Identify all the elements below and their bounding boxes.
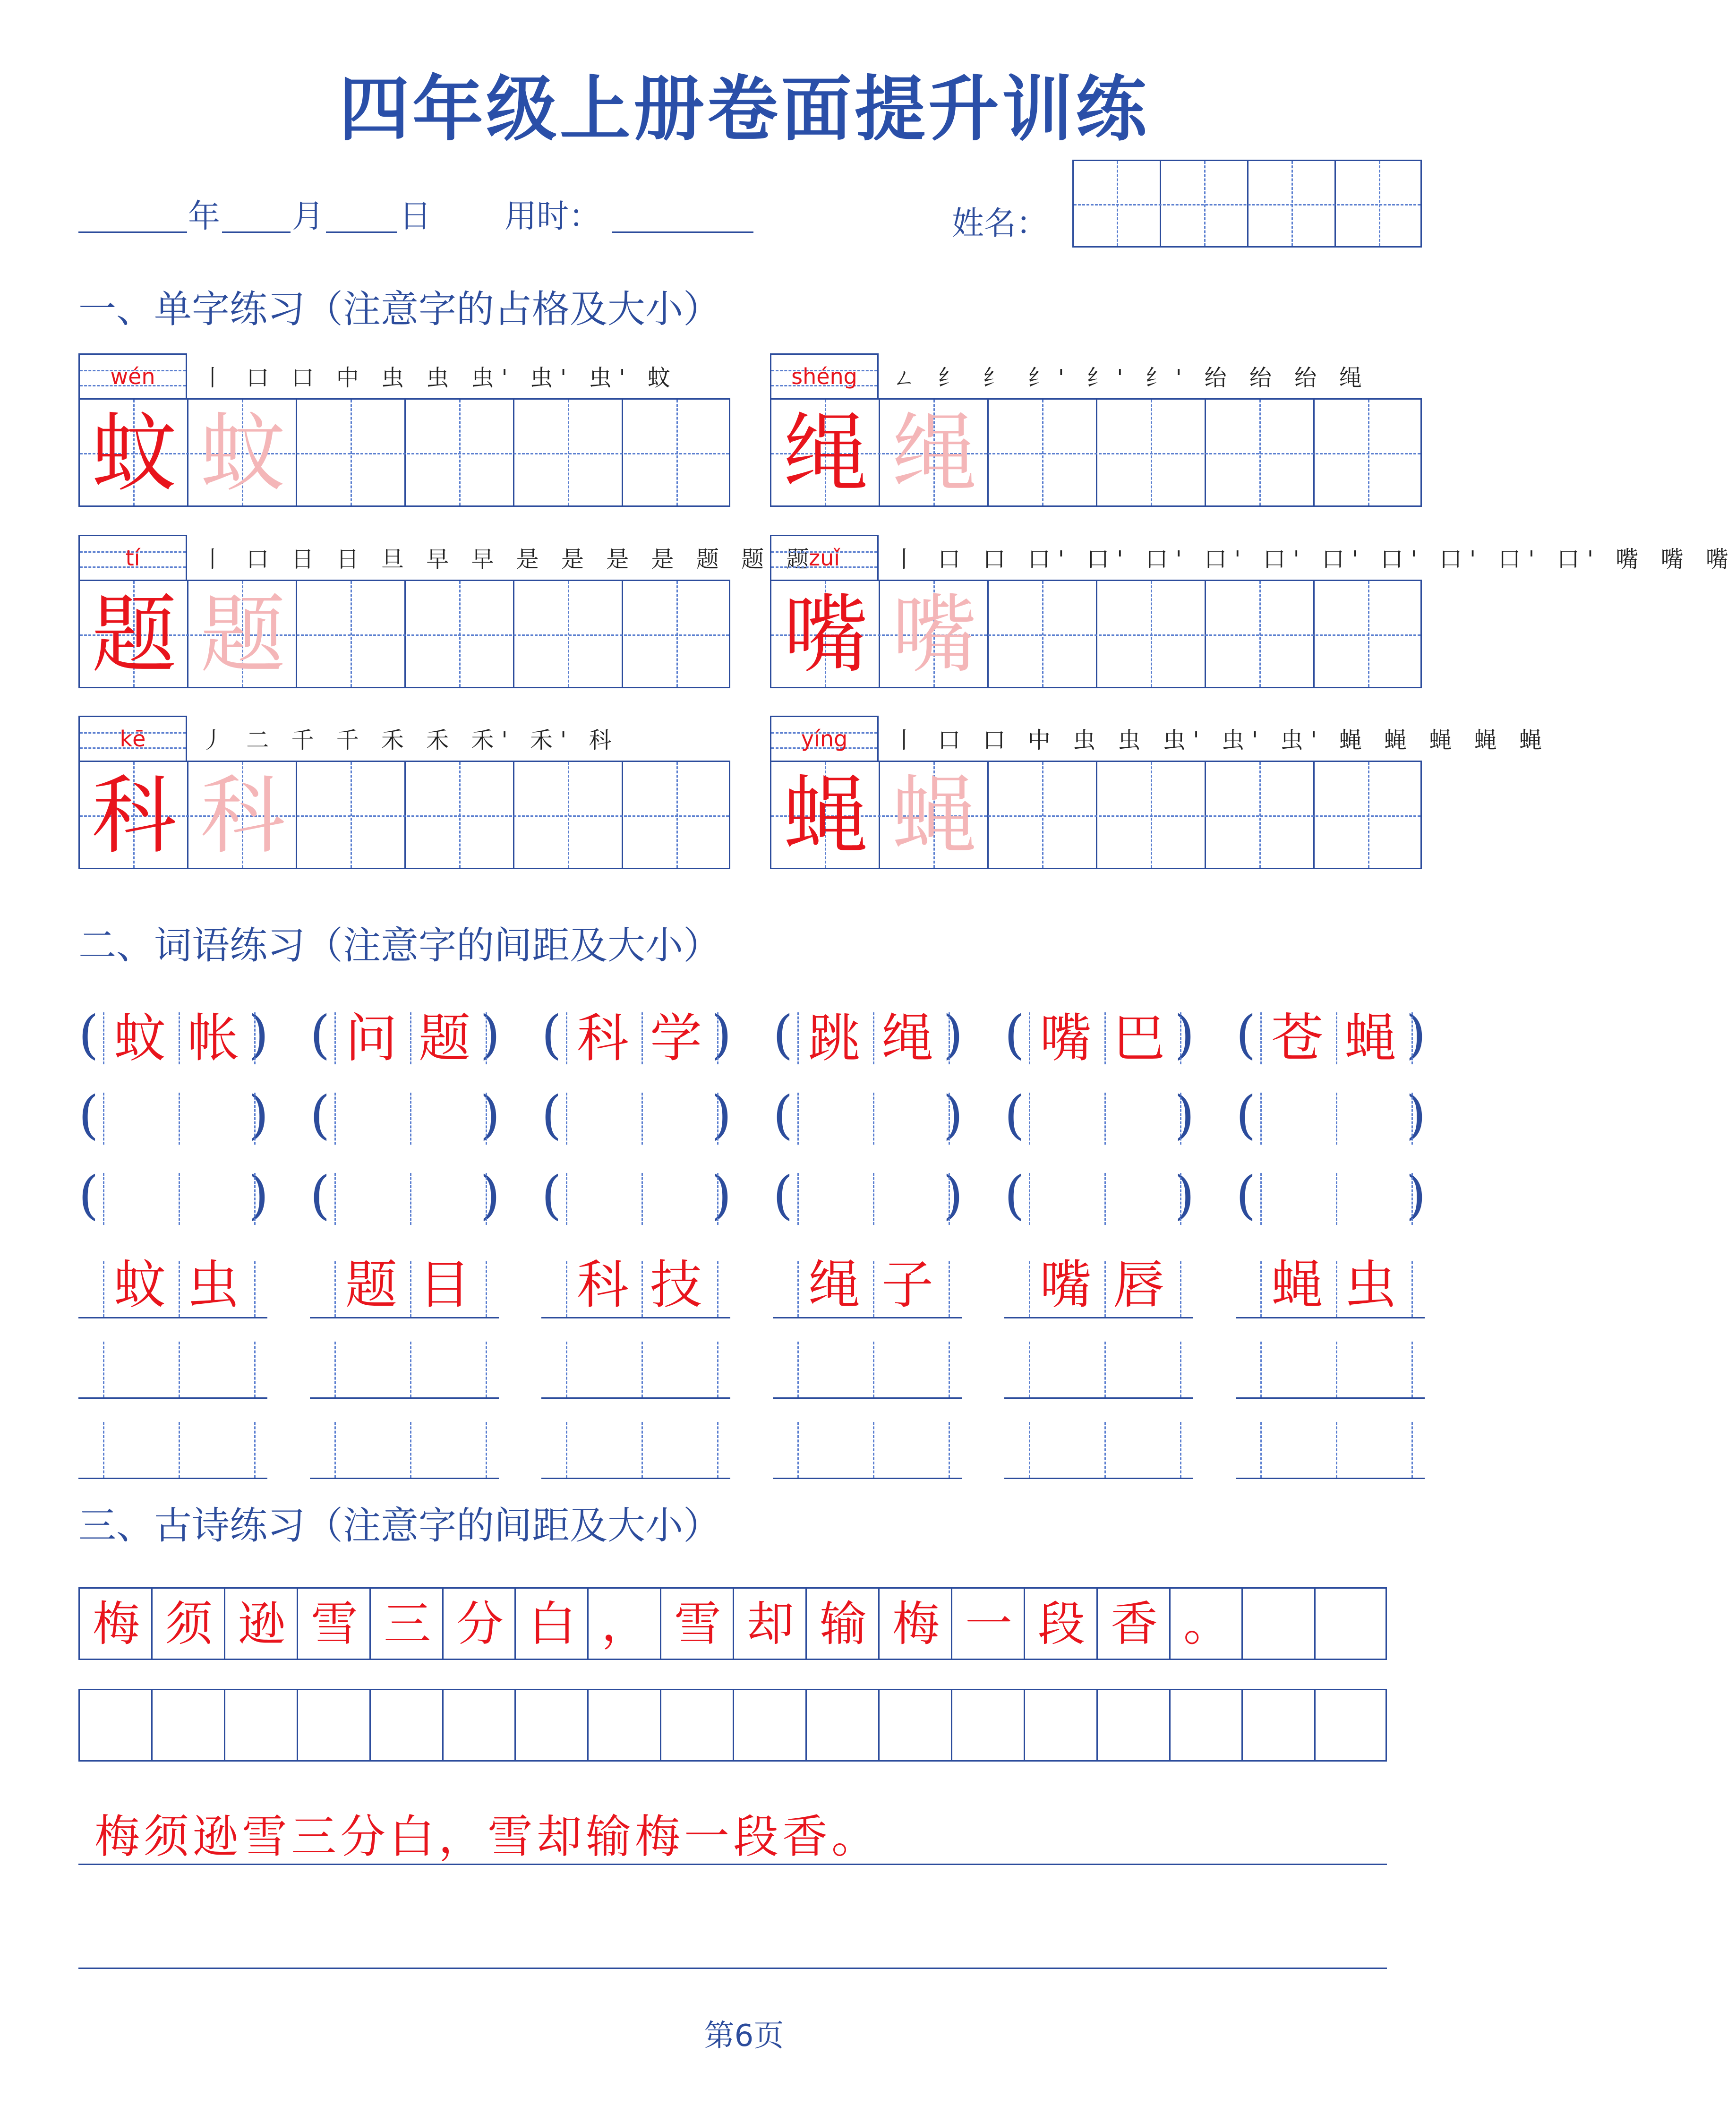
word-write-line[interactable] [541,1478,730,1479]
day-blank[interactable] [326,231,397,233]
pinyin-box [770,535,879,581]
paren-write-area[interactable] [570,1089,716,1148]
name-label: 姓名： [952,205,1049,242]
model-char: 蝇 [783,767,868,865]
right-paren: ) [943,1004,963,1065]
right-paren: ) [1406,1004,1426,1065]
right-paren: ) [480,1085,500,1145]
left-paren: ( [1236,1004,1256,1065]
stroke-order: ㄥ 纟 纟 纟' 纟' 纟' 绐 绐 绐 绳 [893,365,1369,391]
right-paren: ) [248,1165,269,1225]
word-char: 科 [577,1255,629,1315]
pinyin-text: yíng [801,726,848,752]
right-paren: ) [248,1004,269,1065]
word-char: 蚊 [114,1255,166,1315]
word-write-line[interactable] [78,1397,267,1399]
trace-char: 蚊 [200,404,285,503]
pinyin-box [78,353,187,400]
word-write-line[interactable] [310,1397,499,1399]
poem-sentence: 梅须逊雪三分白，雪却输梅一段香。 [94,1810,881,1863]
poem-char: 三 [384,1596,431,1651]
time-blank[interactable] [612,231,753,233]
time-label: 用时： [505,198,601,235]
left-paren: ( [773,1085,793,1145]
left-paren: ( [1236,1165,1256,1225]
right-paren: ) [248,1085,269,1145]
word-write-line[interactable] [1236,1317,1425,1318]
word-write-line[interactable] [1236,1397,1425,1399]
poem-writing-line-1[interactable] [78,1864,1387,1865]
trace-char: 科 [200,767,285,865]
word-char: 问 [345,1008,397,1069]
poem-char: 段 [1038,1596,1085,1651]
word-char: 题 [345,1255,397,1315]
poem-char: 分 [456,1596,504,1651]
word-write-line[interactable] [541,1317,730,1318]
word-char: 帐 [187,1008,239,1069]
word-write-line[interactable] [773,1317,962,1318]
paren-write-area[interactable] [801,1089,948,1148]
paren-write-area[interactable] [570,1169,716,1228]
word-write-line[interactable] [773,1397,962,1399]
word-write-line[interactable] [1004,1478,1193,1479]
section2-title: 二、词语练习（注意字的间距及大小） [78,924,721,967]
left-paren: ( [310,1165,330,1225]
name-grid[interactable] [1072,160,1422,248]
left-paren: ( [78,1085,99,1145]
paren-write-area[interactable] [1264,1169,1411,1228]
left-paren: ( [1004,1165,1025,1225]
tianzi-grid[interactable] [78,761,730,869]
word-char: 蝇 [1344,1008,1396,1069]
pinyin-box [78,716,187,762]
word-char: 绳 [808,1255,860,1315]
word-char: 虫 [1344,1255,1396,1315]
word-write-line[interactable] [1004,1397,1193,1399]
word-char: 学 [650,1008,702,1069]
pinyin-text: wén [110,364,155,389]
pinyin-text: zuǐ [808,545,840,571]
poem-char: 香 [1111,1596,1158,1651]
right-paren: ) [480,1004,500,1065]
poem-char: 输 [820,1596,867,1651]
paren-write-area[interactable] [1264,1089,1411,1148]
day-label: 日 [399,198,432,235]
model-char: 蚊 [91,404,177,503]
left-paren: ( [541,1085,562,1145]
poem-char: 逊 [238,1596,285,1651]
poem-char: 雪 [311,1596,358,1651]
trace-char: 绳 [891,404,977,503]
model-char: 题 [91,586,177,685]
model-char: 嘴 [783,586,868,685]
right-paren: ) [943,1165,963,1225]
paren-write-area[interactable] [107,1089,253,1148]
right-paren: ) [711,1165,732,1225]
left-paren: ( [1004,1004,1025,1065]
word-char: 虫 [187,1255,239,1315]
right-paren: ) [1406,1085,1426,1145]
poem-grid[interactable] [78,1587,1387,1660]
poem-writing-line-2[interactable] [78,1968,1387,1969]
page-title: 四年级上册卷面提升训练 [338,68,1149,151]
pinyin-box [770,716,879,762]
right-paren: ) [1174,1085,1195,1145]
word-char: 目 [419,1255,470,1315]
trace-char: 题 [200,586,285,685]
paren-write-area[interactable] [1033,1169,1179,1228]
right-paren: ) [943,1085,963,1145]
left-paren: ( [541,1165,562,1225]
page-number: 第6页 [704,2019,784,2054]
paren-write-area[interactable] [107,1169,253,1228]
poem-char: 须 [165,1596,213,1651]
word-write-line[interactable] [1236,1478,1425,1479]
word-write-line[interactable] [78,1317,267,1318]
poem-char: 白 [529,1596,576,1651]
poem-char: 一 [965,1596,1012,1651]
left-paren: ( [1236,1085,1256,1145]
poem-char: 。 [1183,1596,1231,1651]
tianzi-grid[interactable] [770,398,1422,507]
paren-write-area[interactable] [801,1169,948,1228]
right-paren: ) [480,1165,500,1225]
trace-char: 嘴 [891,586,977,685]
left-paren: ( [773,1004,793,1065]
section1-title: 一、单字练习（注意字的占格及大小） [78,287,721,331]
right-paren: ) [711,1004,732,1065]
month-label: 月 [292,198,325,235]
right-paren: ) [1174,1165,1195,1225]
pinyin-text: kē [120,726,146,752]
word-char: 巴 [1113,1008,1165,1069]
tianzi-grid[interactable] [78,580,730,688]
word-write-line[interactable] [78,1478,267,1479]
poem-char: 雪 [674,1596,721,1651]
year-label: 年 [188,198,221,235]
tianzi-grid[interactable] [770,761,1422,869]
paren-write-area[interactable] [338,1089,485,1148]
poem-char: 梅 [93,1596,140,1651]
left-paren: ( [541,1004,562,1065]
word-char: 苍 [1271,1008,1323,1069]
pinyin-text: shéng [791,364,857,389]
left-paren: ( [78,1165,99,1225]
poem-char: 梅 [892,1596,940,1651]
right-paren: ) [1406,1165,1426,1225]
word-char: 题 [419,1008,470,1069]
word-write-line[interactable] [310,1317,499,1318]
stroke-order: 丨 口 日 日 旦 早 早 是 是 是 是 题 题 题 [201,546,817,573]
left-paren: ( [78,1004,99,1065]
trace-char: 蝇 [891,767,977,865]
left-paren: ( [773,1165,793,1225]
poem-char: 却 [747,1596,794,1651]
pinyin-box [78,535,187,581]
stroke-order: 丿 二 千 千 禾 禾 禾' 禾' 科 [201,727,619,753]
word-char: 唇 [1113,1255,1165,1315]
tianzi-grid[interactable] [78,398,730,507]
paren-write-area[interactable] [338,1169,485,1228]
tianzi-grid[interactable] [770,580,1422,688]
month-blank[interactable] [222,231,291,233]
word-char: 蚊 [114,1008,166,1069]
stroke-order: 丨 口 口 中 虫 虫 虫' 虫' 虫' 蝇 蝇 蝇 蝇 蝇 [893,727,1549,753]
word-char: 技 [650,1255,702,1315]
word-write-line[interactable] [1004,1317,1193,1318]
paren-write-area[interactable] [1033,1089,1179,1148]
left-paren: ( [310,1085,330,1145]
word-char: 绳 [881,1008,933,1069]
model-char: 科 [91,767,177,865]
section3-title: 三、古诗练习（注意字的间距及大小） [78,1504,721,1548]
left-paren: ( [310,1004,330,1065]
word-char: 嘴 [1040,1255,1092,1315]
pinyin-box [770,353,879,400]
right-paren: ) [1174,1004,1195,1065]
year-blank[interactable] [78,231,187,233]
pinyin-text: tí [125,545,140,571]
word-char: 蝇 [1271,1255,1323,1315]
right-paren: ) [711,1085,732,1145]
word-write-line[interactable] [541,1397,730,1399]
word-char: 子 [881,1255,933,1315]
poem-grid[interactable] [78,1689,1387,1762]
stroke-order: 丨 口 口 中 虫 虫 虫' 虫' 虫' 蚊 [201,365,678,391]
stroke-order: 丨 口 口 口' 口' 口' 口' 口' 口' 口' 口' 口' 口' 嘴 嘴 嘴 [893,546,1736,573]
model-char: 绳 [783,404,868,503]
poem-char: ， [601,1596,649,1651]
word-char: 跳 [808,1008,860,1069]
word-write-line[interactable] [773,1478,962,1479]
word-char: 科 [577,1008,629,1069]
word-char: 嘴 [1040,1008,1092,1069]
left-paren: ( [1004,1085,1025,1145]
word-write-line[interactable] [310,1478,499,1479]
